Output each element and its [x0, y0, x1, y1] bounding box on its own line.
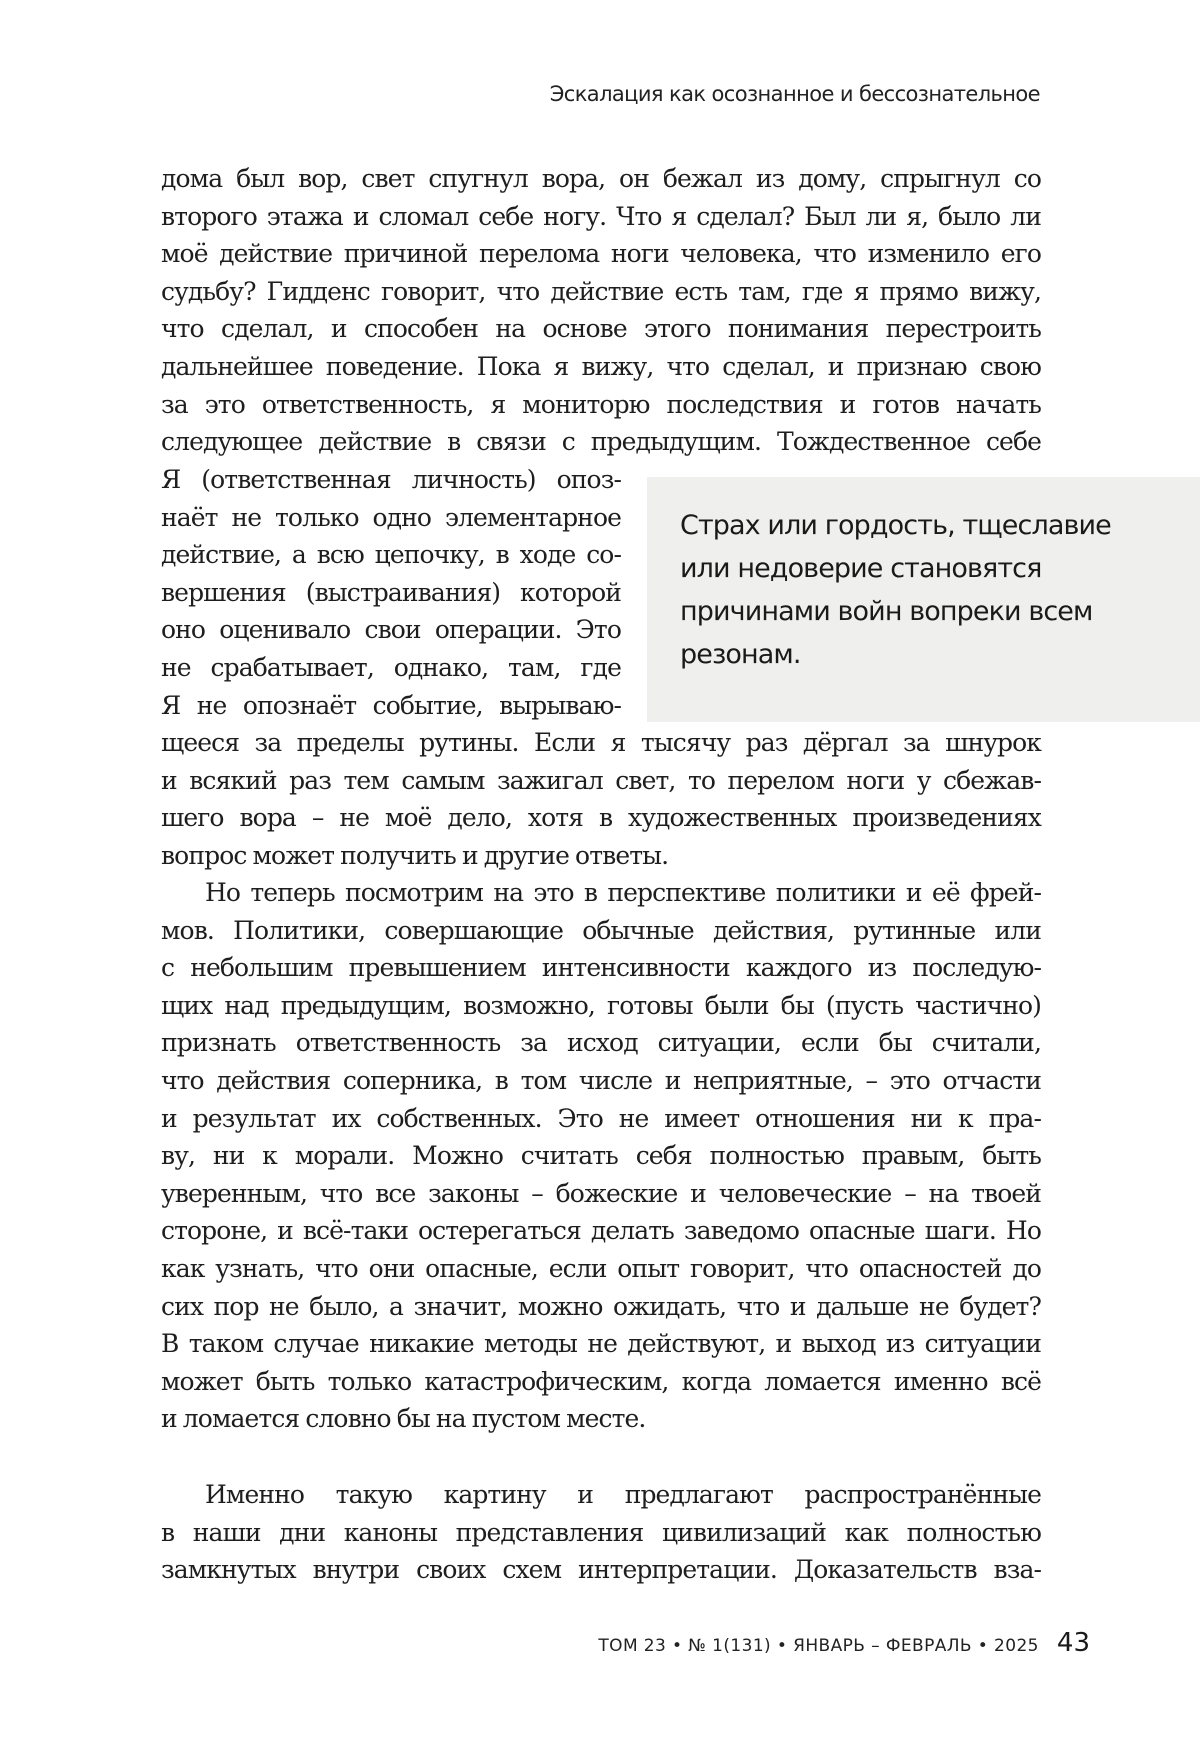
text-line: замкнутых внутри своих схем интерпретации. Доказательств вза- — [161, 1551, 1041, 1589]
pull-quote — [647, 477, 1200, 722]
text-line: шего вора – не моё дело, хотя в художественных произведениях — [161, 799, 1041, 837]
paragraph-1-bottom — [161, 724, 1041, 874]
text-line: В таком случае никакие методы не действуют, и выход из ситуации — [161, 1325, 1041, 1363]
text-line: Именно такую картину и предлагают распространённые — [161, 1476, 1041, 1514]
page-number: 43 — [1057, 1628, 1090, 1658]
text-line: признать ответственность за исход ситуации, если бы считали, — [161, 1024, 1041, 1062]
text-line: щих над предыдущим, возможно, готовы были бы (пусть частично) — [161, 987, 1041, 1025]
text-line: Я (ответственная личность) опоз- — [161, 461, 621, 499]
text-line: второго этажа и сломал себе ногу. Что я сделал? Был ли я, было ли — [161, 198, 1041, 236]
text-line: Но теперь посмотрим на это в перспективе политики и её фрей- — [161, 874, 1041, 912]
text-line: и результат их собственных. Это не имеет отношения ни к пра- — [161, 1100, 1041, 1138]
text-line: следующее действие в связи с предыдущим. Тождественное себе — [161, 423, 1041, 461]
text-line: что сделал, и способен на основе этого понимания перестроить — [161, 310, 1041, 348]
pull-quote-line: или недоверие становятся — [680, 547, 1180, 590]
text-line: дома был вор, свет спугнул вора, он бежал из дому, спрыгнул со — [161, 160, 1041, 198]
text-line: щееся за пределы рутины. Если я тысячу раз дёргал за шнурок — [161, 724, 1041, 762]
text-line: судьбу? Гидденс говорит, что действие есть там, где я прямо вижу, — [161, 273, 1041, 311]
text-line: что действия соперника, в том числе и неприятные, – это отчасти — [161, 1062, 1041, 1100]
running-header: Эскалация как осознанное и бессознательное — [550, 82, 1040, 106]
pull-quote-line: резонам. — [680, 633, 1180, 676]
text-line: и всякий раз тем самым зажигал свет, то перелом ноги у сбежав- — [161, 762, 1041, 800]
text-line: в наши дни каноны представления цивилизаций как полностью — [161, 1514, 1041, 1552]
text-line: стороне, и всё-таки остерегаться делать заведомо опасные шаги. Но — [161, 1212, 1041, 1250]
paragraph-1-top — [161, 160, 1041, 461]
text-line: не срабатывает, однако, там, где — [161, 649, 621, 687]
text-line: вопрос может получить и другие ответы. — [161, 837, 1041, 875]
text-line: сих пор не было, а значит, можно ожидать, что и дальше не будет? — [161, 1288, 1041, 1326]
text-line: как узнать, что они опасные, если опыт говорит, что опасностей до — [161, 1250, 1041, 1288]
text-line: оно оценивало свои операции. Это — [161, 611, 621, 649]
text-line: может быть только катастрофическим, когда ломается именно всё — [161, 1363, 1041, 1401]
pull-quote-line: Страх или гордость, тщеславие — [680, 504, 1180, 547]
journal-issue-info: ТОМ 23 • № 1(131) • ЯНВАРЬ – ФЕВРАЛЬ • 2025 — [598, 1636, 1039, 1656]
paragraph-3 — [161, 1476, 1041, 1589]
text-line: мов. Политики, совершающие обычные действия, рутинные или — [161, 912, 1041, 950]
page-footer — [598, 1628, 1090, 1658]
text-line: вершения (выстраивания) которой — [161, 574, 621, 612]
text-line: за это ответственность, я мониторю последствия и готов начать — [161, 386, 1041, 424]
text-line: наёт не только одно элементарное — [161, 499, 621, 537]
text-line: и ломается словно бы на пустом месте. — [161, 1400, 1041, 1438]
pull-quote-line: причинами войн вопреки всем — [680, 590, 1180, 633]
text-line: ву, ни к морали. Можно считать себя полностью правым, быть — [161, 1137, 1041, 1175]
text-line: действие, а всю цепочку, в ходе со- — [161, 536, 621, 574]
text-line: с небольшим превышением интенсивности каждого из последую- — [161, 949, 1041, 987]
text-line: дальнейшее поведение. Пока я вижу, что сделал, и признаю свою — [161, 348, 1041, 386]
text-line: уверенным, что все законы – божеские и человеческие – на твоей — [161, 1175, 1041, 1213]
paragraph-2 — [161, 874, 1041, 1438]
text-line: Я не опознаёт событие, вырываю- — [161, 687, 621, 725]
text-line: моё действие причиной перелома ноги человека, что изменило его — [161, 235, 1041, 273]
